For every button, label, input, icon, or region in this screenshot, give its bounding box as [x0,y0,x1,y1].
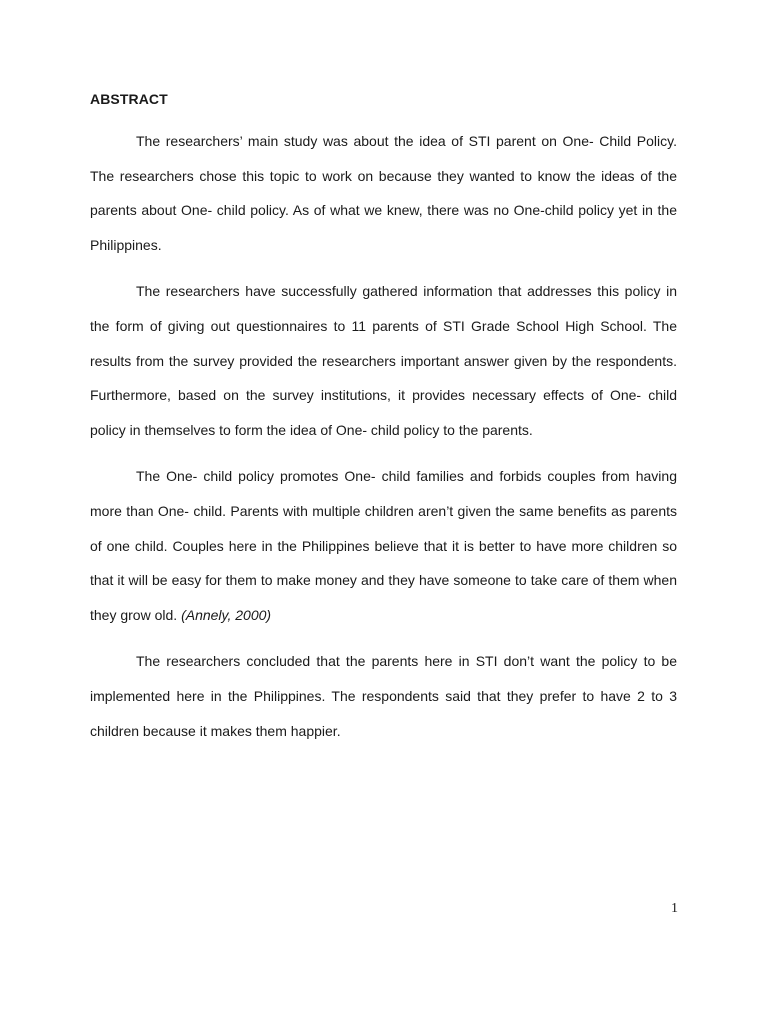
document-body [90,88,677,760]
abstract-paragraph-1 [90,124,677,262]
paragraph-text: The researchers have successfully gathered information that addresses this policy in the form of giving out questionnaires to 11 parents of STI Grade School High School. The results from the survey provided the researchers important answer given by the respondents. Furthermore, based on the survey institutions, it provides necessary effects of One- child policy in themselves to form the idea of One- child policy to the parents. [90,283,677,438]
abstract-paragraph-3 [90,459,677,632]
page-number: 1 [671,901,678,916]
citation: (Annely, 2000) [181,606,272,623]
abstract-paragraph-4 [90,644,677,748]
abstract-paragraph-2 [90,274,677,447]
abstract-heading: ABSTRACT [90,91,168,107]
paragraph-text: The researchers’ main study was about the idea of STI parent on One- Child Policy. The researchers chose this topic to work on because they wanted to know the ideas of the parents about One- child policy. As of what we knew, there was no One-child policy yet in the Philippines. [90,133,677,253]
paragraph-text: The One- child policy promotes One- child families and forbids couples from having more than One- child. Parents with multiple children aren’t given the same benefits as parents of one child. Couples here in the Philippines believe that it is better to have more children so that it will be easy for them to make money and they have someone to take care of them when they grow old. [90,468,677,623]
paragraph-text: The researchers concluded that the parents here in STI don’t want the policy to be implemented here in the Philippines. The respondents said that they prefer to have 2 to 3 children because it makes them happier. [90,653,677,739]
